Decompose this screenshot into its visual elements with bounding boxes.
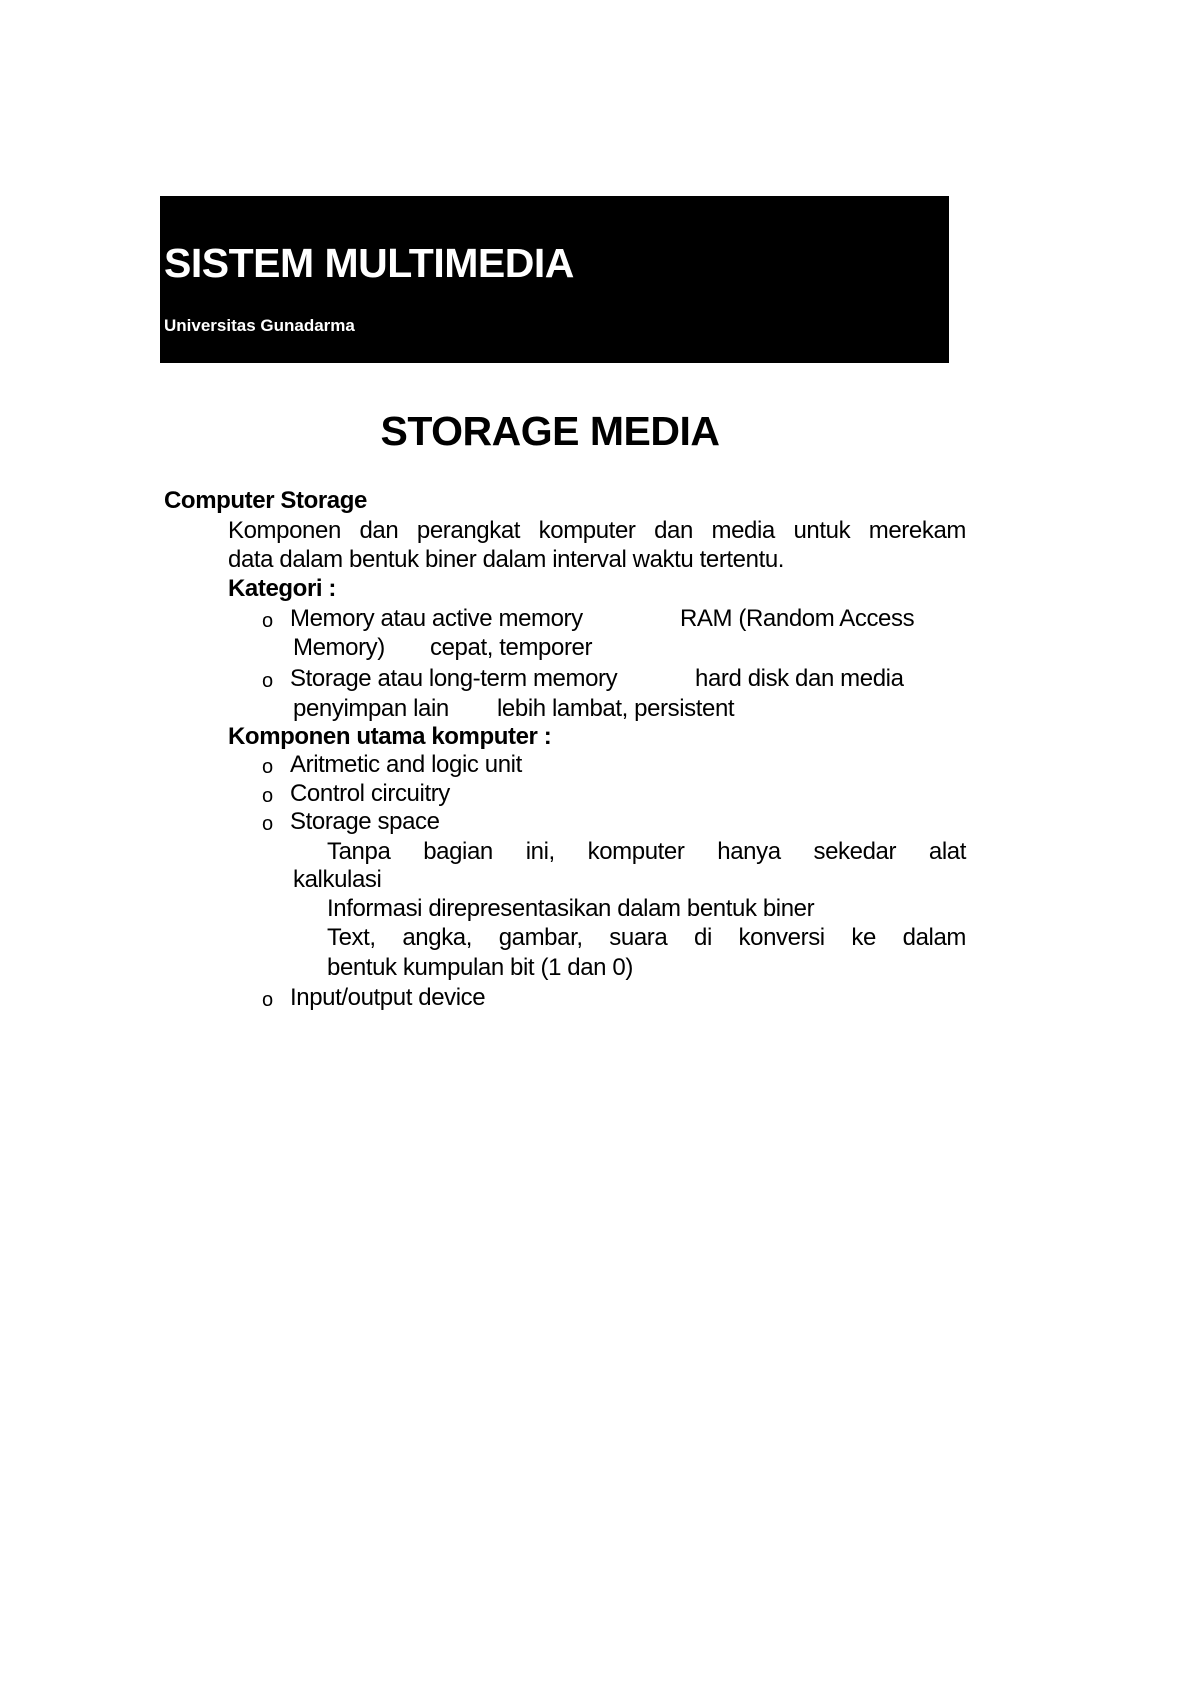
definition-line: Komponen dan perangkat komputer dan media untuk merekam xyxy=(228,517,966,544)
komponen-item: Storage space xyxy=(290,808,440,835)
kategori-item: Storage atau long-term memory xyxy=(290,665,618,692)
komponen-item: Control circuitry xyxy=(290,780,450,807)
bullet: o xyxy=(262,989,274,1011)
kategori-item: Memory atau active memory xyxy=(290,605,583,632)
kategori-item-detail: RAM (Random Access xyxy=(680,605,915,632)
kategori-item-detail: cepat, temporer xyxy=(430,634,593,661)
kategori-heading: Kategori : xyxy=(228,575,337,602)
kategori-item-detail: lebih lambat, persistent xyxy=(497,695,735,722)
storage-note: Tanpa bagian ini, komputer hanya sekedar alat xyxy=(327,838,966,865)
section-heading: Computer Storage xyxy=(164,487,367,514)
kategori-item-detail: penyimpan lain xyxy=(293,695,449,722)
storage-note: bentuk kumpulan bit (1 dan 0) xyxy=(327,954,633,981)
storage-note: Informasi direpresentasikan dalam bentuk biner xyxy=(327,895,815,922)
bullet: o xyxy=(262,785,274,807)
definition-line: data dalam bentuk biner dalam interval waktu tertentu. xyxy=(228,546,785,573)
university-name: Universitas Gunadarma xyxy=(164,316,355,335)
bullet: o xyxy=(262,670,274,692)
storage-note: Text, angka, gambar, suara di konversi ke dalam xyxy=(327,924,966,951)
bullet: o xyxy=(262,813,274,835)
komponen-item: Aritmetic and logic unit xyxy=(290,751,522,778)
komponen-heading: Komponen utama komputer : xyxy=(228,723,552,750)
page-title: STORAGE MEDIA xyxy=(380,408,720,454)
bullet: o xyxy=(262,610,274,632)
komponen-item: Input/output device xyxy=(290,984,486,1011)
course-title: SISTEM MULTIMEDIA xyxy=(164,240,574,286)
bullet: o xyxy=(262,756,274,778)
storage-note: kalkulasi xyxy=(293,866,382,893)
kategori-item-detail: Memory) xyxy=(293,634,385,661)
kategori-item-detail: hard disk dan media xyxy=(695,665,904,692)
header-banner xyxy=(160,196,949,363)
